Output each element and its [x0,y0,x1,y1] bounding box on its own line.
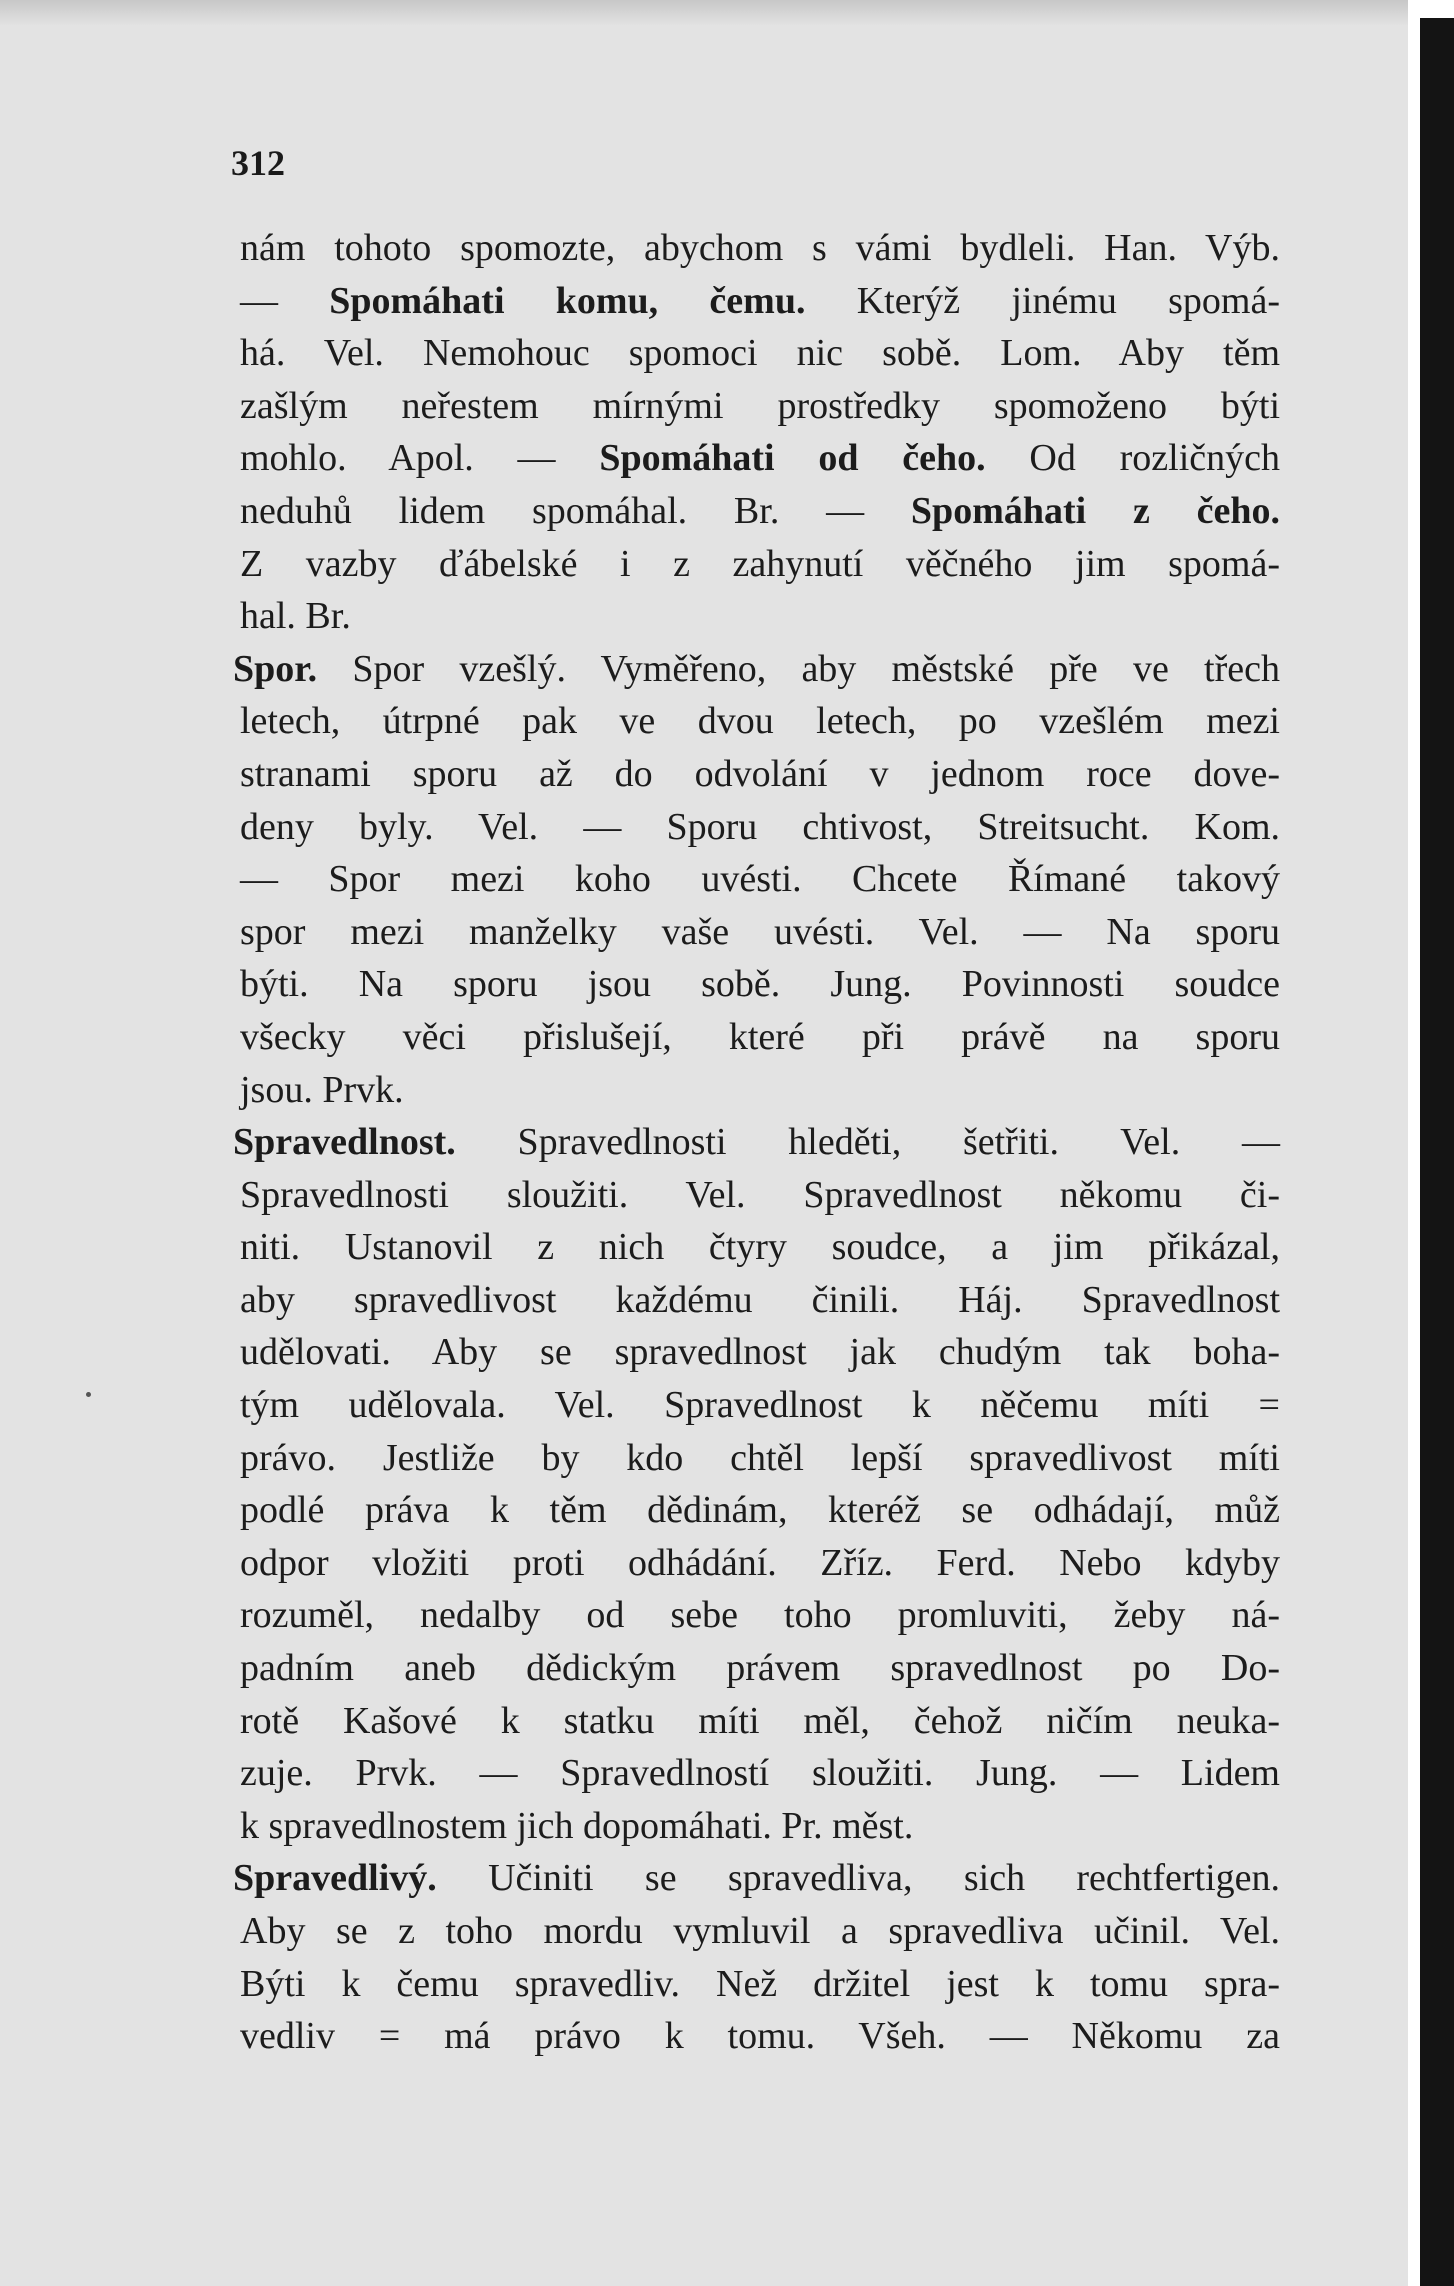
text-line [240,1432,1280,1485]
dictionary-text-block [233,222,1281,2063]
headword: Spravedlnost. [233,1121,456,1164]
text-segment: Učiniti se spravedliva, sich rechtfertigen. [436,1857,1280,1900]
text-line [240,1747,1280,1800]
text-segment: vedliv = má právo k tomu. Všeh. — Někomu za [240,2015,1280,2058]
text-line [240,1274,1280,1327]
paper-edge [1408,0,1420,2286]
text-line [240,432,1280,485]
text-segment: zašlým neřestem mírnými prostředky spomoženo býti [240,384,1280,427]
text-line [240,2010,1280,2063]
entry-first-line [233,1852,1280,1905]
text-line [240,1064,1280,1117]
text-line [240,958,1280,1011]
text-line [240,222,1280,275]
text-line [240,1905,1280,1958]
text-segment: jsou. Prvk. [240,1068,404,1111]
text-segment: há. Vel. Nemohouc spomoci nic sobě. Lom. Aby těm [240,332,1280,375]
headword: Spomáhati od čeho. [599,437,986,480]
text-segment: k spravedlnostem jich dopomáhati. Pr. měst. [240,1804,914,1847]
text-segment: mohlo. Apol. — [240,437,600,480]
headword: Spomáhati komu, čemu. [329,279,806,322]
text-segment: aby spravedlivost každému činili. Háj. Spravedlnost [240,1278,1280,1321]
text-segment: letech, útrpné pak ve dvou letech, po vzešlém mezi [240,700,1280,743]
text-segment: Aby se z toho mordu vymluvil a spravedliva učinil. Vel. [240,1910,1280,1952]
text-segment: Kterýž jinému spomá- [805,279,1281,322]
text-segment: stranami sporu až do odvolání v jednom roce dove- [240,752,1280,795]
text-line [240,906,1280,959]
scan-top-shadow [0,0,1408,26]
entry-first-line [233,1116,1280,1169]
text-segment: všecky věci přislušejí, které při právě na sporu [240,1015,1280,1058]
text-segment: Spor vzešlý. Vyměřeno, aby městské pře ve třech [317,647,1280,690]
text-segment: rotě Kašové k statku míti měl, čehož ničím neuka- [240,1699,1280,1742]
text-line [240,590,1280,643]
text-segment: nám tohoto spomozte, abychom s vámi bydleli. Han. Výb. [240,227,1280,269]
text-line [240,1589,1280,1642]
text-segment: Spravedlnosti sloužiti. Vel. Spravedlnost někomu či- [240,1173,1280,1216]
text-line [240,1326,1280,1379]
text-segment: tým udělovala. Vel. Spravedlnost k něčemu míti = [240,1384,1280,1427]
text-line [240,275,1280,328]
page-number: 312 [231,143,285,183]
text-segment: zuje. Prvk. — Spravedlností sloužiti. Jung. — Lidem [240,1752,1280,1795]
text-line [240,1169,1280,1222]
text-line [240,801,1280,854]
text-line [240,1484,1280,1537]
text-line [240,1695,1280,1748]
headword: Spor. [233,647,318,690]
text-line [240,538,1280,591]
text-line [240,1958,1280,2011]
entry-first-line [233,643,1280,696]
text-line [240,485,1280,538]
text-line [240,853,1280,906]
text-segment: Od rozličných [985,437,1280,480]
text-segment: deny byly. Vel. — Sporu chtivost, Streitsucht. Kom. [240,805,1280,848]
text-segment: podlé práva k těm dědinám, kteréž se odhádají, můž [240,1489,1280,1532]
book-binding-shadow [1420,18,1454,2286]
text-segment: právo. Jestliže by kdo chtěl lepší spravedlivost míti [240,1436,1280,1479]
text-line [240,695,1280,748]
text-segment: Spravedlnosti hleděti, šetřiti. Vel. — [455,1121,1280,1164]
text-line [240,1642,1280,1695]
text-segment: neduhů lidem spomáhal. Br. — [240,489,911,532]
text-line [240,380,1280,433]
text-line [240,327,1280,380]
text-line [240,748,1280,801]
text-segment: Z vazby ďábelské i z zahynutí věčného jim spomá- [240,542,1280,585]
text-line [240,1537,1280,1590]
text-segment: rozuměl, nedalby od sebe toho promluviti, žeby ná- [240,1594,1280,1637]
text-segment: býti. Na sporu jsou sobě. Jung. Povinnosti soudce [240,963,1280,1006]
text-segment: — [240,279,330,322]
text-segment: udělovati. Aby se spravedlnost jak chudým tak boha- [240,1331,1280,1374]
headword: Spravedlivý. [233,1857,437,1900]
text-segment: padním aneb dědickým právem spravedlnost po Do- [240,1647,1280,1690]
text-segment: — Spor mezi koho uvésti. Chcete Římané takový [240,858,1280,901]
headword: Spomáhati z čeho. [910,489,1281,532]
text-segment: hal. Br. [240,595,351,638]
text-segment: Býti k čemu spravedliv. Než držitel jest k tomu spra- [240,1962,1280,2005]
text-line [240,1800,1280,1853]
text-segment: odpor vložiti proti odhádání. Zříz. Ferd. Nebo kdyby [240,1541,1280,1584]
text-segment: niti. Ustanovil z nich čtyry soudce, a jim přikázal, [240,1226,1280,1269]
text-line [240,1011,1280,1064]
text-line [240,1379,1280,1432]
scan-speck [86,1392,91,1397]
text-line [240,1221,1280,1274]
text-segment: spor mezi manželky vaše uvésti. Vel. — Na sporu [240,910,1280,953]
